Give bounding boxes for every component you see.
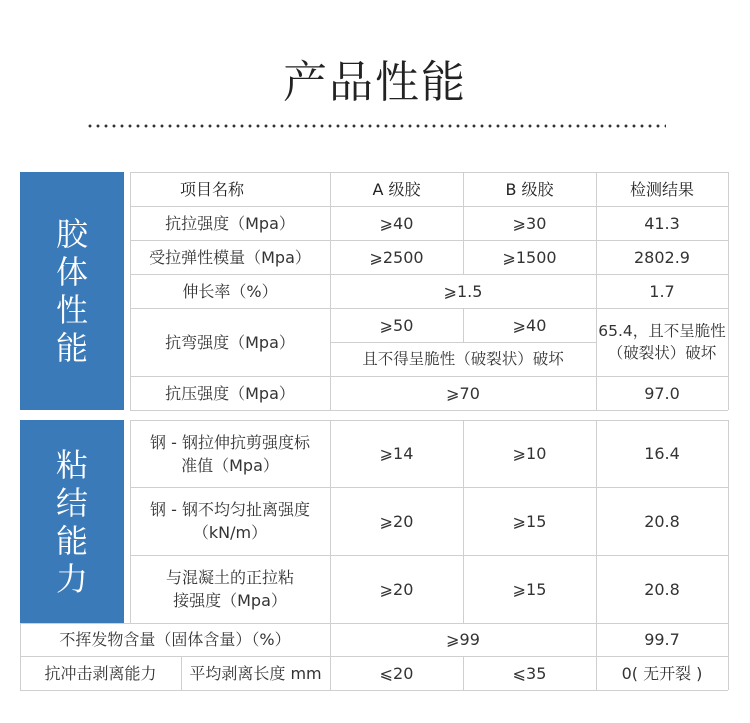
table-row-b: ⩾30 xyxy=(512,213,547,233)
header-result: 检测结果 xyxy=(629,179,694,199)
header-a: A 级胶 xyxy=(372,179,421,199)
table-row-result: 97.0 xyxy=(644,383,680,403)
group-label-glue: 胶体性能 xyxy=(20,172,124,410)
group-label-bond: 粘结能力 xyxy=(20,420,124,623)
header-item: 项目名称 xyxy=(179,179,244,199)
table-row-ab: ⩾70 xyxy=(446,383,480,403)
table-row-result: 16.4 xyxy=(644,444,680,463)
table-row-item: 不挥发物含量（固体含量）（%） xyxy=(59,630,291,649)
table-row-result: 0( 无开裂 ) xyxy=(621,663,703,683)
table-row-note: 且不得呈脆性（破裂状）破坏 xyxy=(362,349,564,368)
table-row-item: 与混凝土的正拉粘接强度（Mpa） xyxy=(165,568,294,610)
table-row-item: 抗拉强度（Mpa） xyxy=(165,213,295,233)
table-row-result: 20.8 xyxy=(644,579,680,599)
table-row-item: 受拉弹性模量（Mpa） xyxy=(149,247,311,267)
dotted-divider xyxy=(86,124,666,128)
table-row-result: 65.4，且不呈脆性（破裂状）破坏 xyxy=(598,322,726,362)
table-row-b: ⩾10 xyxy=(512,444,547,463)
table-row-sub: 平均剥离长度 mm xyxy=(189,663,322,683)
table-row-a: ⩾20 xyxy=(379,579,414,599)
table-row-item: 钢 - 钢拉伸抗剪强度标准值（Mpa） xyxy=(150,432,310,475)
table-row-result: 20.8 xyxy=(644,511,680,531)
table-row-ab: ⩾99 xyxy=(446,630,480,649)
table-row-a: ⩾14 xyxy=(379,444,414,463)
table-row-b: ⩽35 xyxy=(512,663,547,683)
header-b: B 级胶 xyxy=(505,179,554,199)
table-row-ab: ⩾1.5 xyxy=(443,281,483,301)
table-row-result: 2802.9 xyxy=(634,247,690,267)
table-row-a: ⩾40 xyxy=(379,213,414,233)
table-row-a: ⩾2500 xyxy=(369,247,424,267)
table-row-item: 抗冲击剥离能力 xyxy=(44,663,157,683)
table-row-b: ⩾1500 xyxy=(502,247,557,267)
page-title: 产品性能 xyxy=(283,57,467,108)
table-row-b: ⩾15 xyxy=(512,579,547,599)
table-row-item: 抗弯强度（Mpa） xyxy=(165,332,295,352)
table-row-result: 1.7 xyxy=(649,281,675,301)
table-row-a: ⩾50 xyxy=(379,315,414,335)
table-row-result: 99.7 xyxy=(644,630,680,649)
table-row-b: ⩾15 xyxy=(512,511,547,531)
table-row-item: 抗压强度（Mpa） xyxy=(165,383,295,403)
table-row-a: ⩽20 xyxy=(379,663,414,683)
table-row-b: ⩾40 xyxy=(512,315,547,335)
table-row-result: 41.3 xyxy=(644,213,680,233)
table-row-item: 钢 - 钢不均匀扯离强度（kN/m） xyxy=(150,500,310,542)
table-row-item: 伸长率（%） xyxy=(182,281,278,301)
table-row-a: ⩾20 xyxy=(379,511,414,531)
